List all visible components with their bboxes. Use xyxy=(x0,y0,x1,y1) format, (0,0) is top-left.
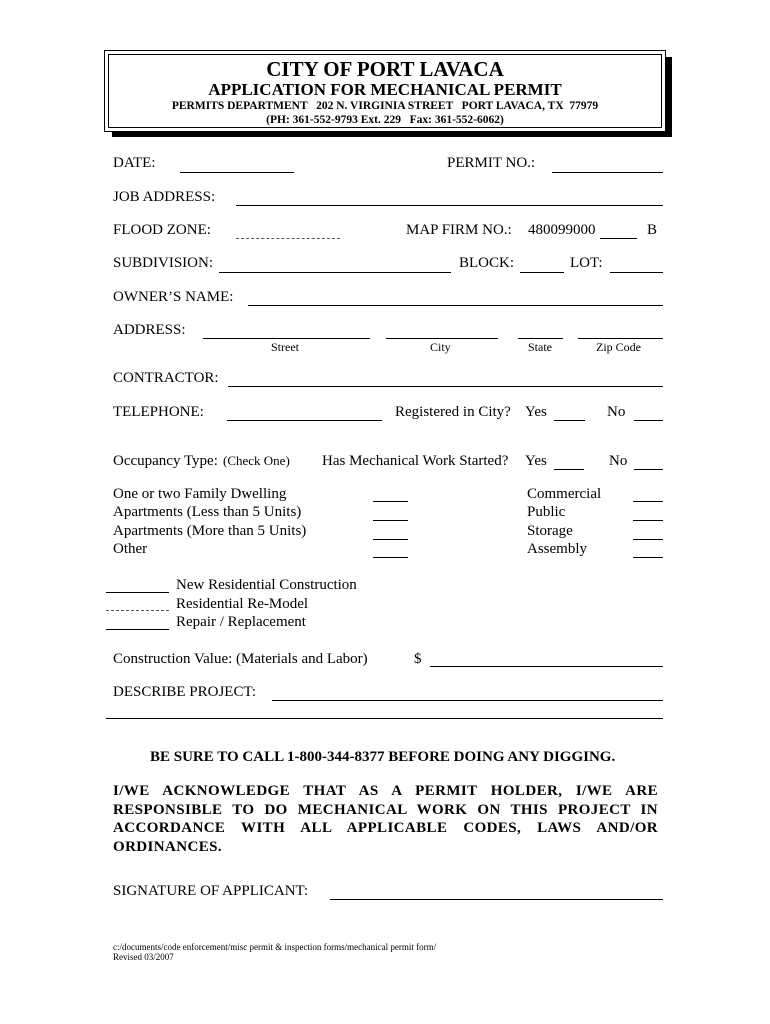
occupancy-option-checkline[interactable] xyxy=(373,501,408,502)
contractor-label: CONTRACTOR: xyxy=(113,370,219,386)
map-firm-suffix: B xyxy=(647,222,658,238)
owners-name-label: OWNER’S NAME: xyxy=(113,289,234,305)
registered-no-field[interactable] xyxy=(634,420,663,421)
mech-started-no-label: No xyxy=(609,453,628,469)
occupancy-option-label: Public xyxy=(527,504,566,520)
city-title: CITY OF PORT LAVACA xyxy=(266,57,504,81)
occupancy-option-checkline[interactable] xyxy=(373,520,408,521)
address-state-field[interactable] xyxy=(518,338,563,339)
acknowledgement-text: I/WE ACKNOWLEDGE THAT AS A PERMIT HOLDER, I/WE ARE RESPONSIBLE TO DO MECHANICAL WORK ON THIS PROJECT IN ACCORDANCE WITH ALL APPLICABLE CODES, LAWS AND/OR ORDINANCES. xyxy=(113,783,658,855)
form-title: APPLICATION FOR MECHANICAL PERMIT xyxy=(208,80,562,99)
header-box xyxy=(104,50,666,132)
registered-yes-field[interactable] xyxy=(554,420,585,421)
occupancy-option-checkline[interactable] xyxy=(633,539,663,540)
mech-started-label: Has Mechanical Work Started? xyxy=(322,453,509,469)
department-contact: (PH: 361-552-9793 Ext. 229 Fax: 361-552-6062) xyxy=(266,114,504,126)
block-label: BLOCK: xyxy=(459,255,515,271)
subdivision-field[interactable] xyxy=(219,272,451,273)
telephone-label: TELEPHONE: xyxy=(113,404,204,420)
describe-project-field[interactable] xyxy=(272,700,663,701)
construction-value-currency: $ xyxy=(414,651,422,667)
occupancy-option-label: Storage xyxy=(527,523,573,539)
occupancy-option-label: Other xyxy=(113,541,148,557)
construction-type-label: New Residential Construction xyxy=(176,577,357,593)
footer-path: c:/documents/code enforcement/misc permit & inspection forms/mechanical permit form/ xyxy=(113,942,437,952)
contractor-field[interactable] xyxy=(228,386,663,387)
occupancy-option-label: Assembly xyxy=(527,541,587,557)
occupancy-option-checkline[interactable] xyxy=(373,557,408,558)
map-firm-no-value: 480099000 xyxy=(528,222,596,238)
construction-type-checkline[interactable] xyxy=(106,610,169,611)
block-field[interactable] xyxy=(520,272,564,273)
registered-no-label: No xyxy=(607,404,626,420)
occupancy-option-label: Apartments (Less than 5 Units) xyxy=(113,504,302,520)
occupancy-option-checkline[interactable] xyxy=(373,539,408,540)
owners-name-field[interactable] xyxy=(248,305,663,306)
date-field[interactable] xyxy=(180,172,294,173)
signature-field[interactable] xyxy=(330,899,663,900)
address-zip-caption: Zip Code xyxy=(596,340,641,354)
construction-value-label: Construction Value: (Materials and Labor) xyxy=(113,651,368,667)
construction-type-checkline[interactable] xyxy=(106,629,169,630)
address-zip-field[interactable] xyxy=(578,338,663,339)
mech-started-no-field[interactable] xyxy=(634,469,663,470)
occupancy-option-checkline[interactable] xyxy=(633,557,663,558)
lot-field[interactable] xyxy=(610,272,663,273)
address-label: ADDRESS: xyxy=(113,322,186,338)
construction-type-label: Residential Re-Model xyxy=(176,596,309,612)
address-city-field[interactable] xyxy=(386,338,498,339)
map-firm-no-field[interactable] xyxy=(600,238,637,239)
flood-zone-label: FLOOD ZONE: xyxy=(113,222,211,238)
signature-label: SIGNATURE OF APPLICANT: xyxy=(113,883,309,899)
occupancy-option-checkline[interactable] xyxy=(633,501,663,502)
footer-revised: Revised 03/2007 xyxy=(113,952,174,962)
date-label: DATE: xyxy=(113,155,156,171)
construction-type-checkline[interactable] xyxy=(106,592,169,593)
describe-project-field-line2[interactable] xyxy=(106,718,663,719)
mech-started-yes-label: Yes xyxy=(525,453,547,469)
job-address-label: JOB ADDRESS: xyxy=(113,189,216,205)
registered-yes-label: Yes xyxy=(525,404,547,420)
occupancy-option-label: Commercial xyxy=(527,486,602,502)
map-firm-no-label: MAP FIRM NO.: xyxy=(406,222,512,238)
job-address-field[interactable] xyxy=(236,205,663,206)
construction-type-label: Repair / Replacement xyxy=(176,614,306,630)
permit-no-field[interactable] xyxy=(552,172,663,173)
describe-project-label: DESCRIBE PROJECT: xyxy=(113,684,257,700)
lot-label: LOT: xyxy=(570,255,603,271)
address-state-caption: State xyxy=(528,340,552,354)
flood-zone-field[interactable] xyxy=(236,238,340,239)
mech-started-yes-field[interactable] xyxy=(554,469,584,470)
address-city-caption: City xyxy=(430,340,451,354)
permit-no-label: PERMIT NO.: xyxy=(447,155,536,171)
dig-warning: BE SURE TO CALL 1-800-344-8377 BEFORE DOING ANY DIGGING. xyxy=(150,749,616,765)
occupancy-option-label: Apartments (More than 5 Units) xyxy=(113,523,307,539)
address-street-caption: Street xyxy=(271,340,299,354)
subdivision-label: SUBDIVISION: xyxy=(113,255,214,271)
occupancy-type-label: Occupancy Type: xyxy=(113,453,218,469)
registered-in-city-label: Registered in City? xyxy=(395,404,511,420)
occupancy-option-checkline[interactable] xyxy=(633,520,663,521)
construction-value-field[interactable] xyxy=(430,666,663,667)
telephone-field[interactable] xyxy=(227,420,382,421)
address-street-field[interactable] xyxy=(203,338,370,339)
department-address: PERMITS DEPARTMENT 202 N. VIRGINIA STREET PORT LAVACA, TX 77979 xyxy=(171,100,599,112)
occupancy-type-hint: (Check One) xyxy=(223,453,290,468)
occupancy-option-label: One or two Family Dwelling xyxy=(113,486,287,502)
